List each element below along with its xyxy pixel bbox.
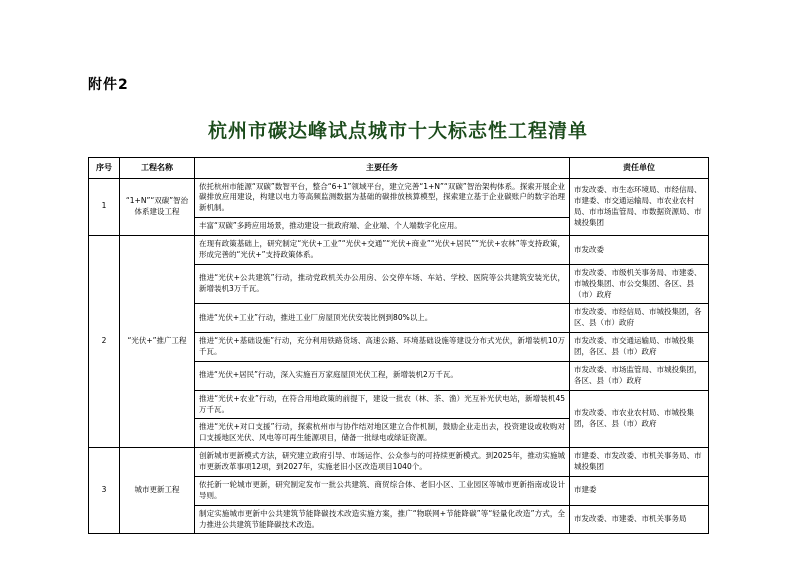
row-unit: 市发改委、市生态环境局、市经信局、市建委、市交通运输局、市农业农村局、市市场监管局、市数据资源局、市城投集团 (570, 178, 709, 236)
row-unit: 市发改委、市农业农村局、市城投集团，各区、县（市）政府 (570, 390, 709, 448)
row-unit: 市发改委、市场监管局、市城投集团，各区、县（市）政府 (570, 361, 709, 390)
row-task: 在现有政策基础上，研究制定“光伏+工业”“光伏+交通”“光伏+商业”“光伏+居民”“光伏+农林”等支持政策，形成完善的“光伏+”支持政策体系。 (195, 236, 570, 265)
row-task: 依托杭州市能源“双碳”数智平台，整合“6+1”领域平台，建立完善“1+N”“双碳”智治架构体系。探索开展企业碳排放应用建设，构建以电力等高频监测数据为基础的碳排放核算模型，探索建立基于企业碳账户的数字治理新机制。 (195, 178, 570, 218)
row-task: 推进“光伏+居民”行动，深入实施百万家庭屋顶光伏工程，新增装机2万千瓦。 (195, 361, 570, 390)
row-no: 2 (89, 236, 120, 448)
column-header-no: 序号 (89, 158, 120, 179)
table-header (89, 158, 709, 179)
table-body (89, 178, 709, 534)
table-row (89, 178, 709, 218)
column-header-main-tasks: 主要任务 (195, 158, 570, 179)
row-task: 推进“光伏+工业”行动，推进工业厂房屋顶光伏安装比例到80%以上。 (195, 304, 570, 333)
row-task: 推进“光伏+基础设施”行动，充分利用铁路货场、高速公路、环境基础设施等建设分布式光伏，新增装机10万千瓦。 (195, 333, 570, 362)
row-task: 推进“光伏+公共建筑”行动，推动党政机关办公用房、公交停车场、车站、学校、医院等公共建筑安装光伏，新增装机3万千瓦。 (195, 264, 570, 304)
column-header-responsible-unit: 责任单位 (570, 158, 709, 179)
row-unit: 市发改委 (570, 236, 709, 265)
row-task: 依托新一轮城市更新，研究制定发布一批公共建筑、商贸综合体、老旧小区、工业园区等城市更新指南或设计导则。 (195, 476, 570, 505)
row-no: 3 (89, 448, 120, 534)
table-header-row (89, 158, 709, 179)
table-row (89, 236, 709, 265)
row-task: 推进“光伏+对口支援”行动，探索杭州市与协作结对地区建立合作机制，鼓励企业走出去，投资建设或收购对口支援地区光伏、风电等可再生能源项目，储备一批绿电或绿证资源。 (195, 419, 570, 448)
row-unit: 市发改委、市级机关事务局、市建委、市城投集团、市公交集团、各区、县（市）政府 (570, 264, 709, 304)
document-body (88, 74, 708, 534)
row-project-name: 城市更新工程 (120, 448, 195, 534)
row-unit: 市建委、市发改委、市机关事务局、市城投集团 (570, 448, 709, 477)
row-no: 1 (89, 178, 120, 236)
row-task: 推进“光伏+农业”行动，在符合用地政策的前提下，建设一批农（林、茶、渔）光互补光伏电站，新增装机45万千瓦。 (195, 390, 570, 419)
page-title: 杭州市碳达峰试点城市十大标志性工程清单 (207, 120, 588, 142)
row-unit: 市发改委、市交通运输局、市城投集团，各区、县（市）政府 (570, 333, 709, 362)
row-task: 丰富“双碳”多跨应用场景，推动建设一批政府端、企业端、个人端数字化应用。 (195, 218, 570, 236)
row-unit: 市发改委、市经信局、市城投集团，各区、县（市）政府 (570, 304, 709, 333)
row-task: 创新城市更新模式方法，研究建立政府引导、市场运作、公众参与的可持续更新模式。到2025年，推动实施城市更新改革事项12项，到2027年，实施老旧小区改造项目1040个。 (195, 448, 570, 477)
row-project-name: “1+N”“双碳”智治体系建设工程 (120, 178, 195, 236)
attachment-label: 附件2 (88, 77, 129, 93)
table-row (89, 448, 709, 477)
project-list-table (88, 157, 709, 534)
column-header-project-name: 工程名称 (120, 158, 195, 179)
row-unit: 市发改委、市建委、市机关事务局 (570, 505, 709, 534)
row-project-name: “光伏+”推广工程 (120, 236, 195, 448)
row-task: 制定实施城市更新中公共建筑节能降碳技术改造实施方案，推广“物联网+节能降碳”等“轻量化改造”方式，全力推进公共建筑节能降碳技术改造。 (195, 505, 570, 534)
row-unit: 市建委 (570, 476, 709, 505)
